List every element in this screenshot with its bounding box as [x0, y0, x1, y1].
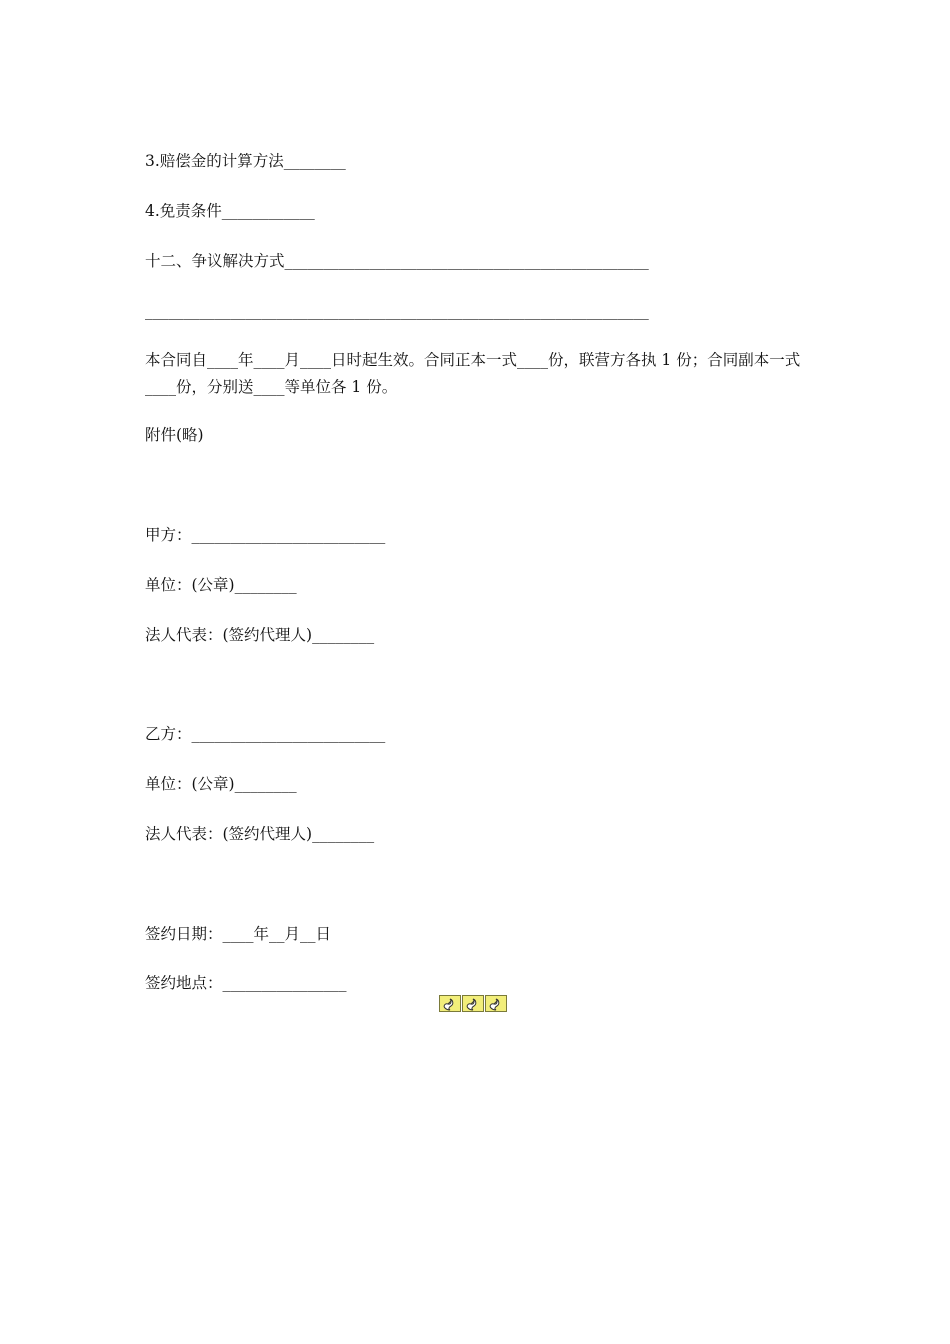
signing-date-field: 签约日期：____年__月__日	[145, 925, 332, 943]
party-a-representative-field: 法人代表：(签约代理人)________	[145, 626, 375, 644]
party-b-unit-seal-field: 单位：(公章)________	[145, 775, 297, 793]
party-a-unit-seal-field: 单位：(公章)________	[145, 576, 297, 594]
compensation-calculation-item: 3.赔偿金的计算方法________	[145, 152, 346, 170]
dispute-resolution-heading: 十二、争议解决方式_______________________________________________	[145, 252, 649, 270]
party-b-representative-field: 法人代表：(签约代理人)________	[145, 825, 375, 843]
attachment-note: 附件(略)	[145, 426, 204, 444]
scroll-icon	[485, 995, 507, 1012]
effective-date-clause: 本合同自____年____月____日时起生效。合同正本一式____份，联营方各执 1 份；合同副本一式____份，分别送____等单位各 1 份。	[145, 351, 801, 396]
scroll-icon	[439, 995, 461, 1012]
scroll-icon	[462, 995, 484, 1012]
party-a-name-field: 甲方：_________________________	[145, 526, 386, 544]
party-b-name-field: 乙方：_________________________	[145, 725, 386, 743]
dispute-resolution-blank-line: _________________________________________________________________	[145, 302, 649, 320]
exemption-conditions-item: 4.免责条件____________	[145, 202, 315, 220]
signing-place-field: 签约地点：________________	[145, 974, 347, 992]
decorative-ornament	[439, 995, 507, 1012]
